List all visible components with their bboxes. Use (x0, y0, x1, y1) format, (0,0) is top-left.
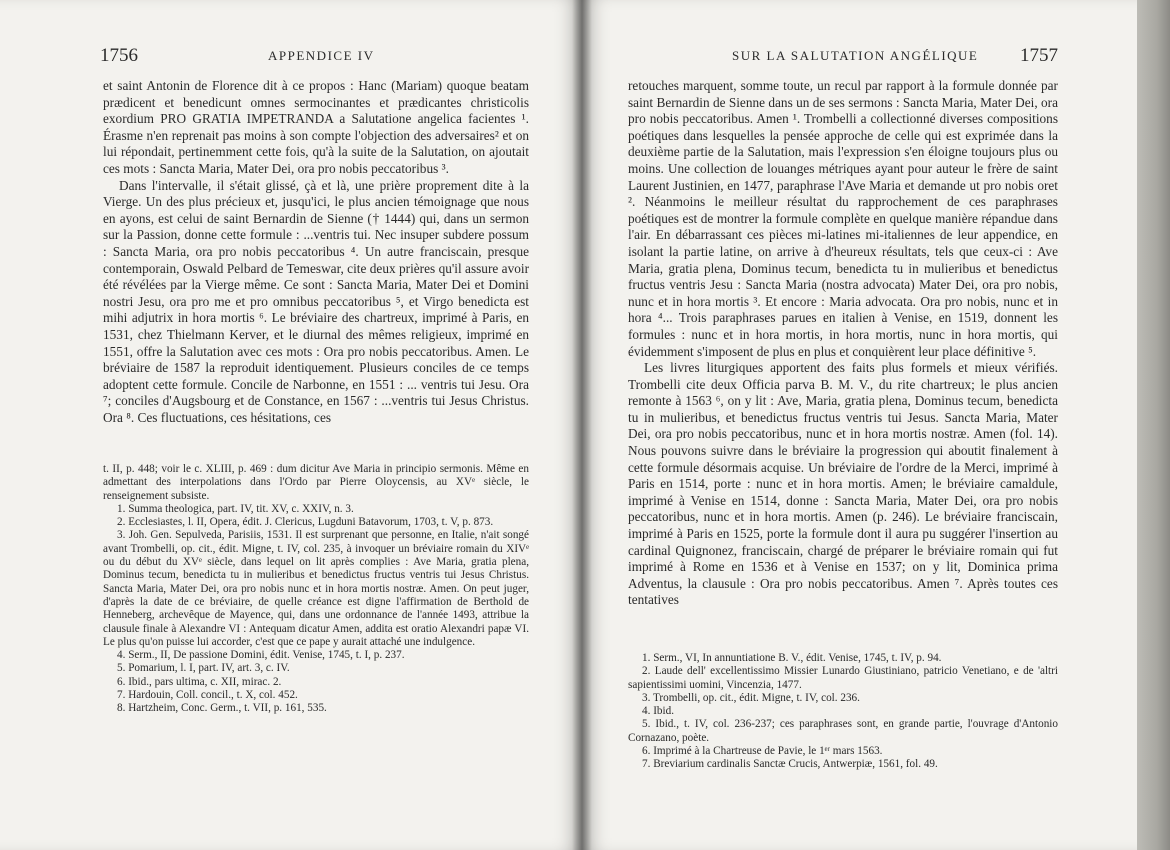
left-page (0, 0, 582, 850)
left-footnote-8: 8. Hartzheim, Conc. Germ., t. VII, p. 161, 535. (117, 702, 327, 715)
left-paragraph-1: et saint Antonin de Florence dit à ce propos : Hanc (Mariam) quoque beatam prædicent et benedicunt omnes sermocinantes et prædicantes christicolis exordium PRO GRATIA IMPETRANDA a Salutatione angelica facientes ¹. Érasme n'en reprenait pas moins à son compte l'objection des adversaires² et on lui répondait, pertinemment cette fois, qu'à la suite de la Salutation, on ajoutait ces mots : Sancta Maria, Mater Dei, ora pro nobis peccatoribus ³. (103, 78, 529, 176)
right-footnote-4: 4. Ibid. (642, 705, 675, 718)
left-footnote-6: 6. Ibid., pars ultima, c. XII, mirac. 2. (117, 675, 282, 688)
right-paragraph-1: retouches marquent, somme toute, un recul par rapport à la formule donnée par saint Bernardin de Sienne dans un de ses sermons : Sancta Maria, Mater Dei, ora pro nobis peccatoribus. Amen ¹. Trombelli a collectionné diverses compositions poétiques dans lesquelles la pensée approche de celle qui est exprimée dans la deuxième partie de la Salutation, mais l'expression s'en éloigne toujours plus ou moins. Une collection de louanges métriques ayant pour auteur le frère de saint Laurent Justinien, en 1477, paraphrase l'Ave Maria et demande ut pro nobis oret ². Néanmoins le meilleur résultat du rapprochement de ces paraphrases poétiques est de montrer la formule complète en quelque manière répandue dans l'air. En débarrassant ces pièces mi-latines mi-italiennes de leur appendice, en isolant la partie latine, on arrive à d'heureux résultats, tels que ceux-ci : Ave Maria, gratia plena, Dominus tecum, benedicta tu in mulieribus et benedictus fructus ventris Jesu : Sancta Maria (nostra advocata) Mater Dei, ora pro nobis, nunc et in hora mortis ³. Et encore : Maria advocata. Ora pro nobis, nunc et in hora ⁴... Trois paraphrases parues en italien à Venise, en 1519, donnent les formules : nunc et in hora mortis, in hora mortis, nunc in hora mortis, qui évidemment s'imposent de plus en plus et conquièrent leur place définitive ⁵. (628, 78, 1058, 359)
right-running-head: SUR LA SALUTATION ANGÉLIQUE (732, 48, 979, 63)
right-footnote-3: 3. Trombelli, op. cit., édit. Migne, t. IV, col. 236. (642, 691, 860, 704)
left-footnote-7: 7. Hardouin, Coll. concil., t. X, col. 452. (117, 689, 298, 702)
right-page (582, 0, 1137, 850)
left-footnote-2: 2. Ecclesiastes, l. II, Opera, édit. J. Clericus, Lugduni Batavorum, 1703, t. V, p. 873. (117, 516, 494, 529)
right-footnote-6: 6. Imprimé à la Chartreuse de Pavie, le 1ᵉʳ mars 1563. (642, 745, 883, 758)
left-footnote-continuation: t. II, p. 448; voir le c. XLIII, p. 469 : dum dicitur Ave Maria in principio sermonis. Même en admettant des interpolations dans l'Ordo par Pierre Oloycensis, au XVᵉ siècle, le renseignement subsiste. (103, 463, 529, 502)
left-body (103, 78, 529, 426)
left-footnote-3: 3. Joh. Gen. Sepulveda, Parisiis, 1531. Il est surprenant que personne, en Italie, n'ait songé avant Trombelli, op. cit., édit. Migne, t. IV, col. 235, à invoquer un bréviaire romain du XIVᵉ ou du début du XVᵉ siècle, dans lequel on lit après complies : Ave Maria, gratia plena, Dominus tecum, benedicta tu in mulieribus et benedictus fructus ventris tui Jesus Christus. Sancta Maria, Mater Dei, ora pro nobis nunc et in hora mortis nostræ. Amen. On peut juger, d'après la date de ce bréviaire, de quelle créance est digne l'affirmation de Berthold de Henneberg, archevêque de Mayence, qui, dans une ordonnance de l'année 1493, attribue la clausule finale à Alexandre VI : Antequam dicatur Amen, addita est oratio Alexandri papæ VI. Le plus qu'on puisse lui accorder, c'est que ce pape y aurait attaché une indulgence. (103, 529, 529, 648)
left-footnote-4: 4. Serm., II, De passione Domini, édit. Venise, 1745, t. I, p. 237. (117, 649, 405, 662)
left-paragraph-2: Dans l'intervalle, il s'était glissé, çà et là, une prière proprement dite à la Vierge. Un des plus précieux et, jusqu'ici, le plus ancien témoignage que nous en ayons, est celui de saint Bernardin de Sienne († 1444) qui, dans un sermon sur la Passion, donne cette formule : ...ventris tui. Nec insuper subdere possum : Sancta Maria, ora pro nobis peccatoribus ⁴. Un autre franciscain, presque contemporain, Oswald Pelbard de Temeswar, cite deux prières qu'il assure avoir été révélées par la Vierge même. Ce sont : Sancta Maria, Mater Dei et Domini nostri Jesu, ora pro me et pro omnibus peccatoribus ⁵, et Virgo benedicta est mihi adjutrix in hora mortis ⁶. Le bréviaire des chartreux, imprimé à Paris, en 1531, chez Thielmann Kerver, et le diurnal des mêmes religieux, imprimé en 1551, offre la Salutation avec ces mots : Ora pro nobis peccatoribus. Amen. Le bréviaire de 1587 la reproduit identiquement. Plusieurs conciles de ce temps adoptent cette formule. Concile de Narbonne, en 1551 : ... ventris tui Jesu. Ora ⁷; conciles d'Augsbourg et de Constance, en 1567 : ...ventris tui Jesus Christus. Ora ⁸. Ces fluctuations, ces hésitations, ces (103, 177, 529, 425)
right-footnotes (628, 652, 1058, 772)
left-page-number: 1756 (100, 45, 138, 66)
left-running-head: APPENDICE IV (268, 48, 375, 63)
left-footnotes (103, 463, 529, 716)
page-edges (1137, 0, 1170, 850)
right-footnote-7: 7. Breviarium cardinalis Sanctæ Crucis, Antwerpiæ, 1561, fol. 49. (642, 758, 938, 771)
right-body (628, 78, 1058, 609)
right-footnote-1: 1. Serm., VI, In annuntiatione B. V., édit. Venise, 1745, t. IV, p. 94. (642, 652, 942, 664)
right-page-number: 1757 (1020, 45, 1058, 66)
right-footnote-2: 2. Laude dell' excellentissimo Missier Lunardo Giustiniano, patricio Venetiano, e de 'altri sapientissimi uomini, Vincenzia, 1477. (628, 665, 1058, 691)
left-footnote-5: 5. Pomarium, l. I, part. IV, art. 3, c. IV. (117, 662, 290, 675)
right-paragraph-2: Les livres liturgiques apportent des faits plus formels et mieux vérifiés. Trombelli cite deux Officia parva B. M. V., du rite chartreux; le plus ancien remonte à 1563 ⁶, on y lit : Ave, Maria, gratia plena, Dominus tecum, benedicta tu in mulieribus, et benedictus fructus ventris tui Jesus. Sancta Maria, Mater Dei, ora pro nobis peccatoribus, nunc et in hora mortis nostræ. Amen (fol. 14). Nous pouvons suivre dans le bréviaire la progression qui aboutit finalement à cette formule désormais acquise. Un bréviaire de l'ordre de la Merci, imprimé à Paris en 1514, porte : nunc et in hora mortis. Amen; le bréviaire camaldule, imprimé à Venise en 1514, donne : Sancta Maria, Mater Dei, ora pro nobis peccatoribus, nunc et in hora mortis. Amen (p. 246). Le bréviaire franciscain, imprimé à Paris en 1525, porte la formule dont il aura pu suggérer l'insertion au cardinal Quignonez, franciscain, chargé de préparer le bréviaire romain qui fut imprimé à Rome en 1536 et à Venise en 1537; on y lit, Dominica prima Adventus, la clausule : Ora pro nobis peccatoribus. Amen ⁷. Après toutes ces tentatives (628, 360, 1058, 608)
left-footnote-1: 1. Summa theologica, part. IV, tit. XV, c. XXIV, n. 3. (117, 502, 354, 515)
right-footnote-5: 5. Ibid., t. IV, col. 236-237; ces paraphrases sont, en grande partie, l'ouvrage d'Antonio Cornazano, poète. (628, 718, 1058, 744)
book-gutter (572, 0, 592, 850)
